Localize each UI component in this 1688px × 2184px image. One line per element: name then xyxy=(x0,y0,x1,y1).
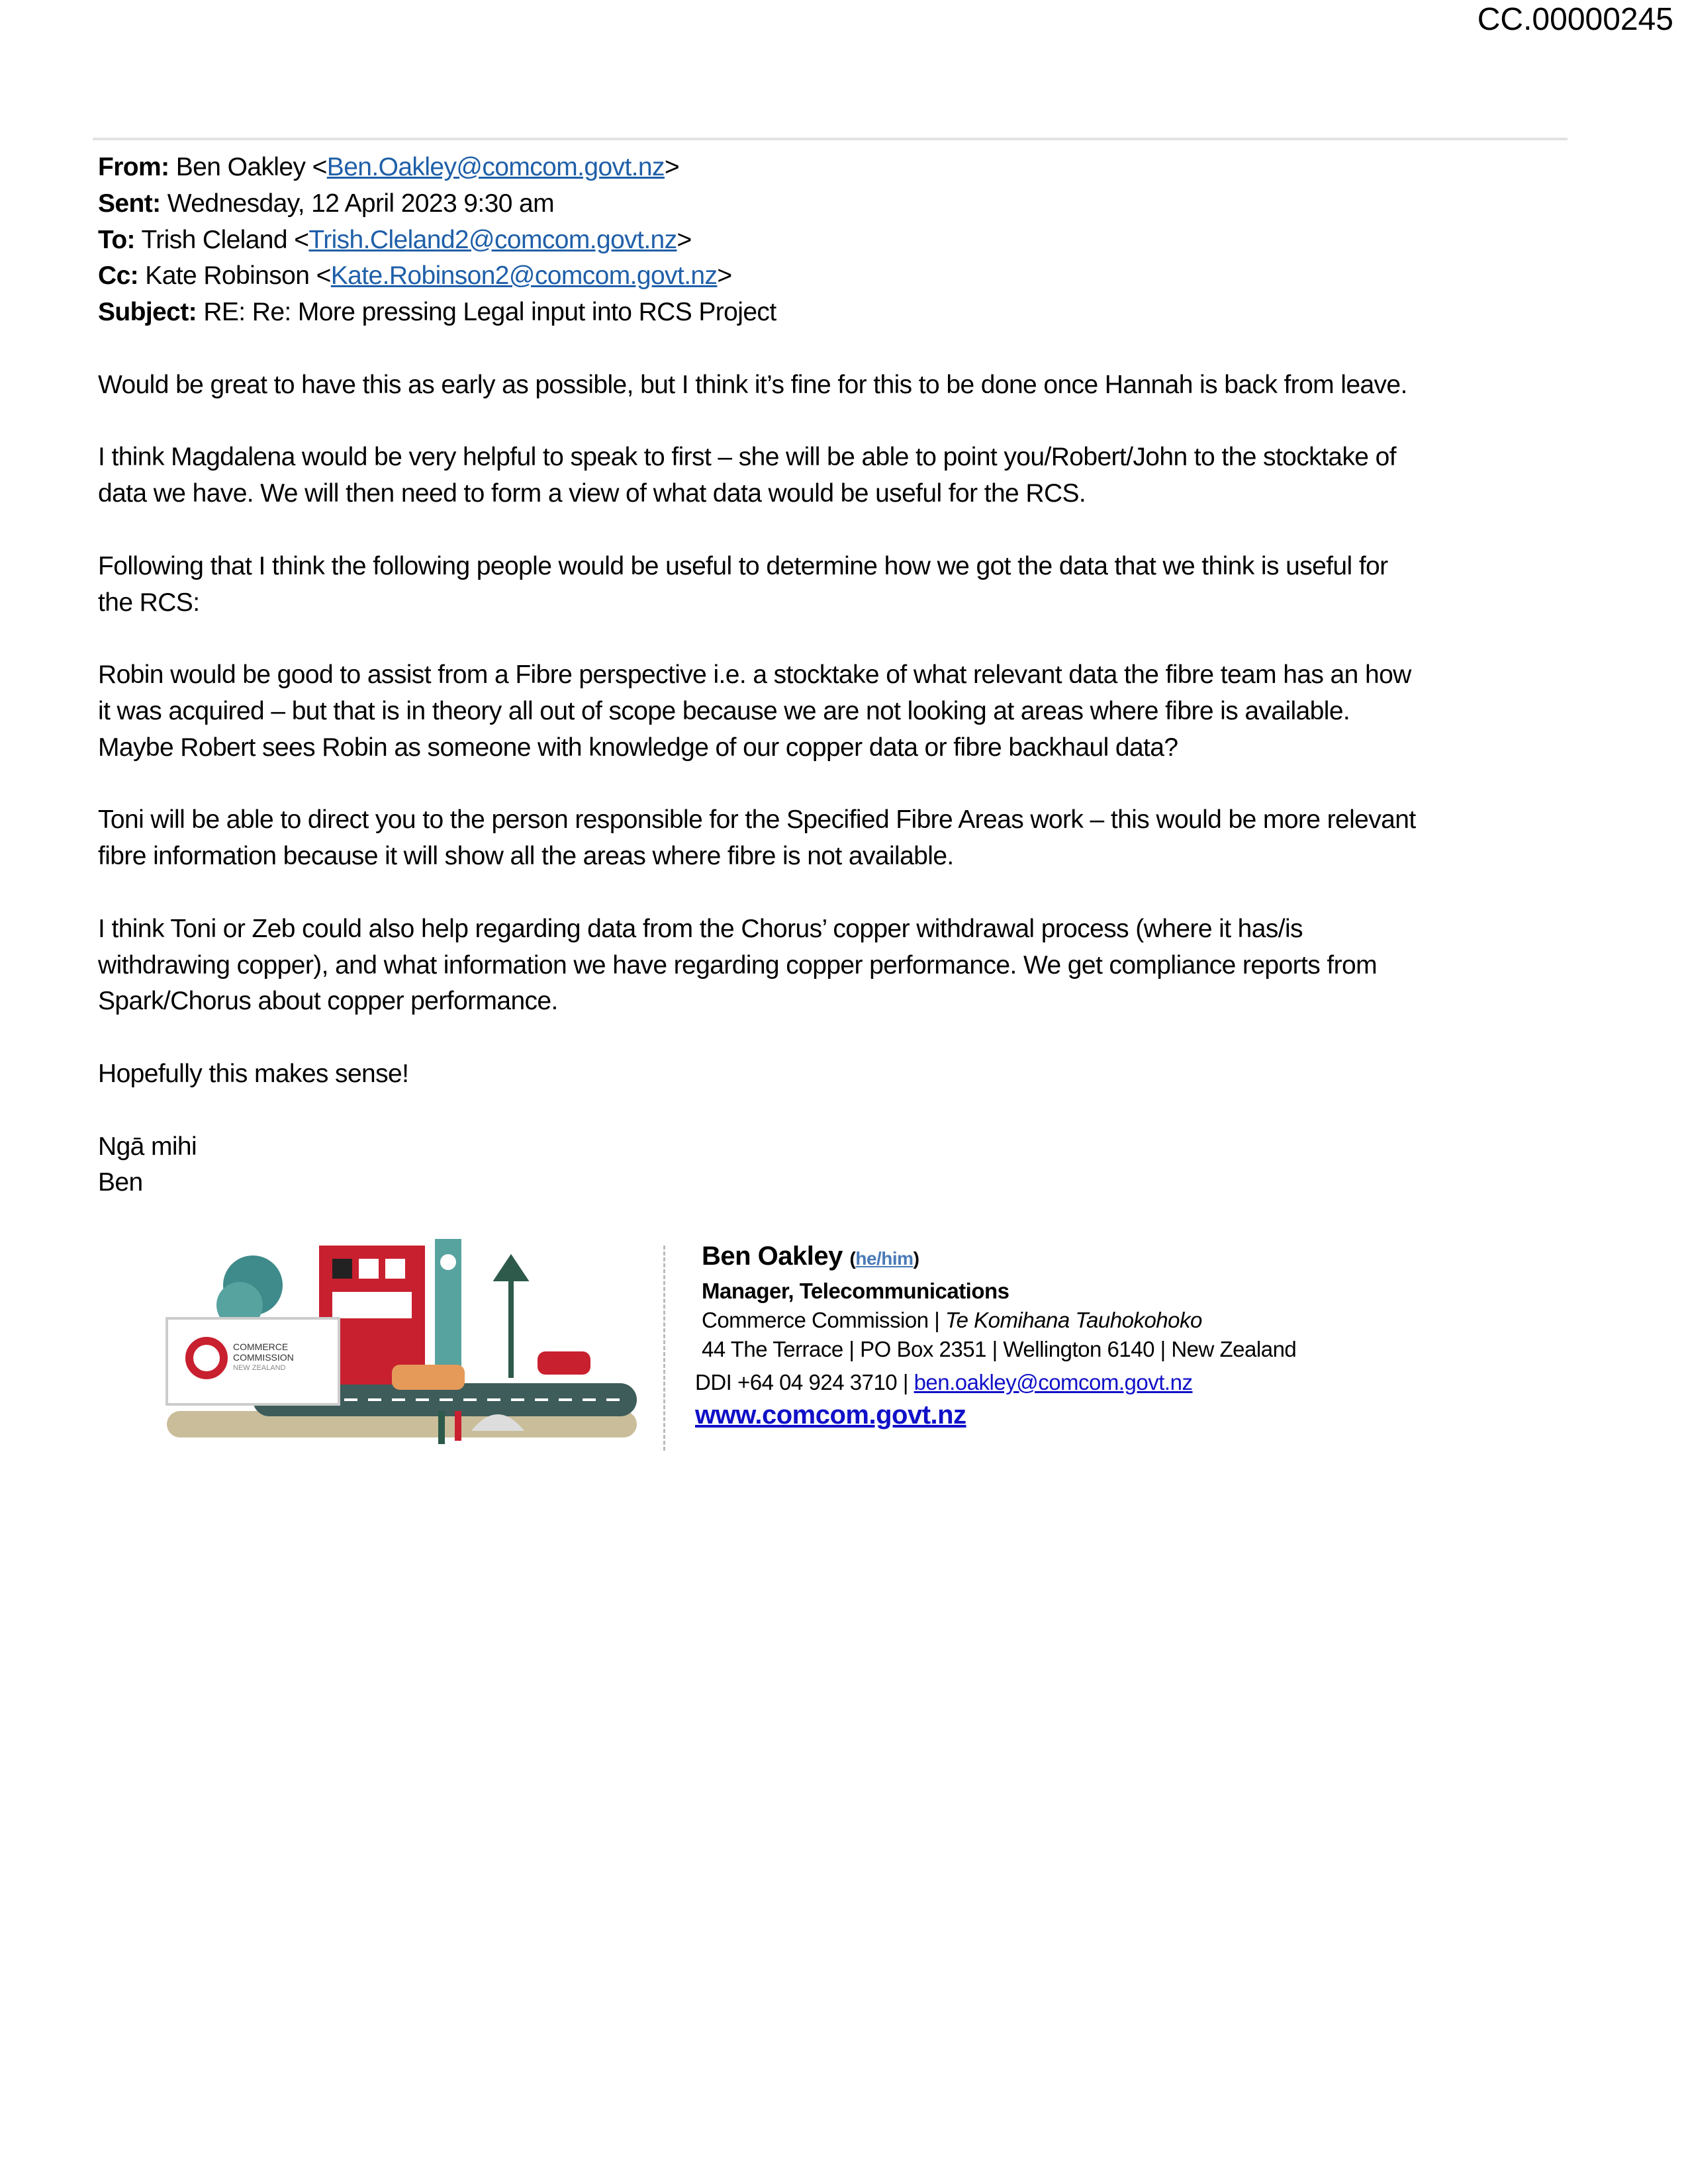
sent-label: Sent: xyxy=(98,189,161,218)
from-email-link[interactable]: Ben.Oakley@comcom.govt.nz xyxy=(326,153,665,181)
email-signature xyxy=(154,1232,1477,1457)
sign-off-name: Ben xyxy=(98,1168,143,1197)
body-line: Would be great to have this as early as possible, but I think it’s fine for this to be done once Hannah is back from leave. xyxy=(98,370,1407,399)
to-line: To: Trish Cleland <Trish.Cleland2@comcom.govt.nz> xyxy=(98,225,692,254)
body-line: Toni will be able to direct you to the person responsible for the Specified Fibre Areas work – this would be more relevant xyxy=(98,805,1416,835)
body-line: it was acquired – but that is in theory all out of scope because we are not looking at areas where fibre is available. xyxy=(98,696,1350,725)
cc-line: Cc: Kate Robinson <Kate.Robinson2@comcom.govt.nz> xyxy=(98,261,732,291)
logo-text: COMMERCE xyxy=(233,1342,289,1352)
signature-contact-line xyxy=(695,1370,1192,1395)
signature-org-maori: Te Komihana Tauhokohoko xyxy=(945,1308,1202,1332)
commerce-commission-illustration xyxy=(154,1232,643,1451)
pronouns-link[interactable]: he/him xyxy=(855,1248,914,1269)
signature-title: Manager, Telecommunications xyxy=(702,1279,1009,1303)
from-label: From: xyxy=(98,153,169,181)
paragraph-1 xyxy=(98,367,1587,404)
paragraph-7 xyxy=(98,1056,1587,1093)
signature-address: 44 The Terrace | PO Box 2351 | Wellington 6140 | New Zealand xyxy=(702,1337,1297,1361)
signature-org: Commerce Commission | xyxy=(702,1308,940,1332)
to-name: Trish Cleland xyxy=(141,225,287,254)
subject-label: Subject: xyxy=(98,298,197,327)
sign-off-greeting: Ngā mihi xyxy=(98,1132,197,1161)
body-line: Following that I think the following people would be useful to determine how we got the data that we think is useful for xyxy=(98,551,1388,580)
cc-email-link[interactable]: Kate.Robinson2@comcom.govt.nz xyxy=(330,261,718,291)
paragraph-4 xyxy=(98,657,1587,766)
svg-text:NEW ZEALAND: NEW ZEALAND xyxy=(233,1364,286,1372)
body-line: I think Toni or Zeb could also help regarding data from the Chorus’ copper withdrawal process (where it has/is xyxy=(98,914,1303,943)
from-line: From: Ben Oakley <Ben.Oakley@comcom.govt.nz> xyxy=(98,153,680,181)
signature-name-line: Ben Oakley (he/him) xyxy=(702,1242,919,1271)
signature-org-line xyxy=(702,1308,1202,1333)
sent-line xyxy=(98,186,1587,222)
from-name: Ben Oakley xyxy=(175,153,306,181)
body-line: data we have. We will then need to form a view of what data would be useful for the RCS. xyxy=(98,479,1086,508)
signature-ddi: DDI +64 04 924 3710 | xyxy=(695,1370,908,1394)
body-line: Hopefully this makes sense! xyxy=(98,1059,409,1088)
body-line: I think Magdalena would be very helpful to speak to first – she will be able to point you/Robert/John to the stocktake of xyxy=(98,443,1396,472)
signature-name: Ben Oakley xyxy=(702,1242,843,1271)
header-divider xyxy=(93,138,1568,140)
paragraph-6 xyxy=(98,911,1587,1020)
paragraph-5 xyxy=(98,802,1587,875)
paragraph-3 xyxy=(98,549,1587,621)
cc-name: Kate Robinson xyxy=(145,261,310,291)
website-link[interactable]: www.comcom.govt.nz xyxy=(695,1400,966,1430)
document-id: CC.00000245 xyxy=(1477,2,1673,37)
body-line: withdrawing copper), and what information we have regarding copper performance. We get compliance reports from xyxy=(98,950,1377,979)
body-line: the RCS: xyxy=(98,588,200,617)
to-label: To: xyxy=(98,225,135,254)
body-line: Spark/Chorus about copper performance. xyxy=(98,987,558,1016)
body-line: Maybe Robert sees Robin as someone with knowledge of our copper data or fibre backhaul data? xyxy=(98,733,1178,762)
paragraph-2 xyxy=(98,439,1587,512)
body-line: fibre information because it will show all the areas where fibre is not available. xyxy=(98,842,954,871)
svg-text:COMMISSION: COMMISSION xyxy=(233,1352,294,1363)
to-email-link[interactable]: Trish.Cleland2@comcom.govt.nz xyxy=(308,225,677,254)
subject-value: RE: Re: More pressing Legal input into RCS Project xyxy=(203,298,776,327)
body-line: Robin would be good to assist from a Fibre perspective i.e. a stocktake of what relevant data the fibre team has an how xyxy=(98,660,1411,690)
cc-label: Cc: xyxy=(98,261,139,291)
email-message xyxy=(98,150,1587,1201)
signature-email-link[interactable]: ben.oakley@comcom.govt.nz xyxy=(914,1370,1193,1394)
sent-value: Wednesday, 12 April 2023 9:30 am xyxy=(167,189,555,218)
signature-divider xyxy=(663,1246,665,1451)
sign-off xyxy=(98,1129,1587,1202)
subject-line xyxy=(98,295,1587,331)
